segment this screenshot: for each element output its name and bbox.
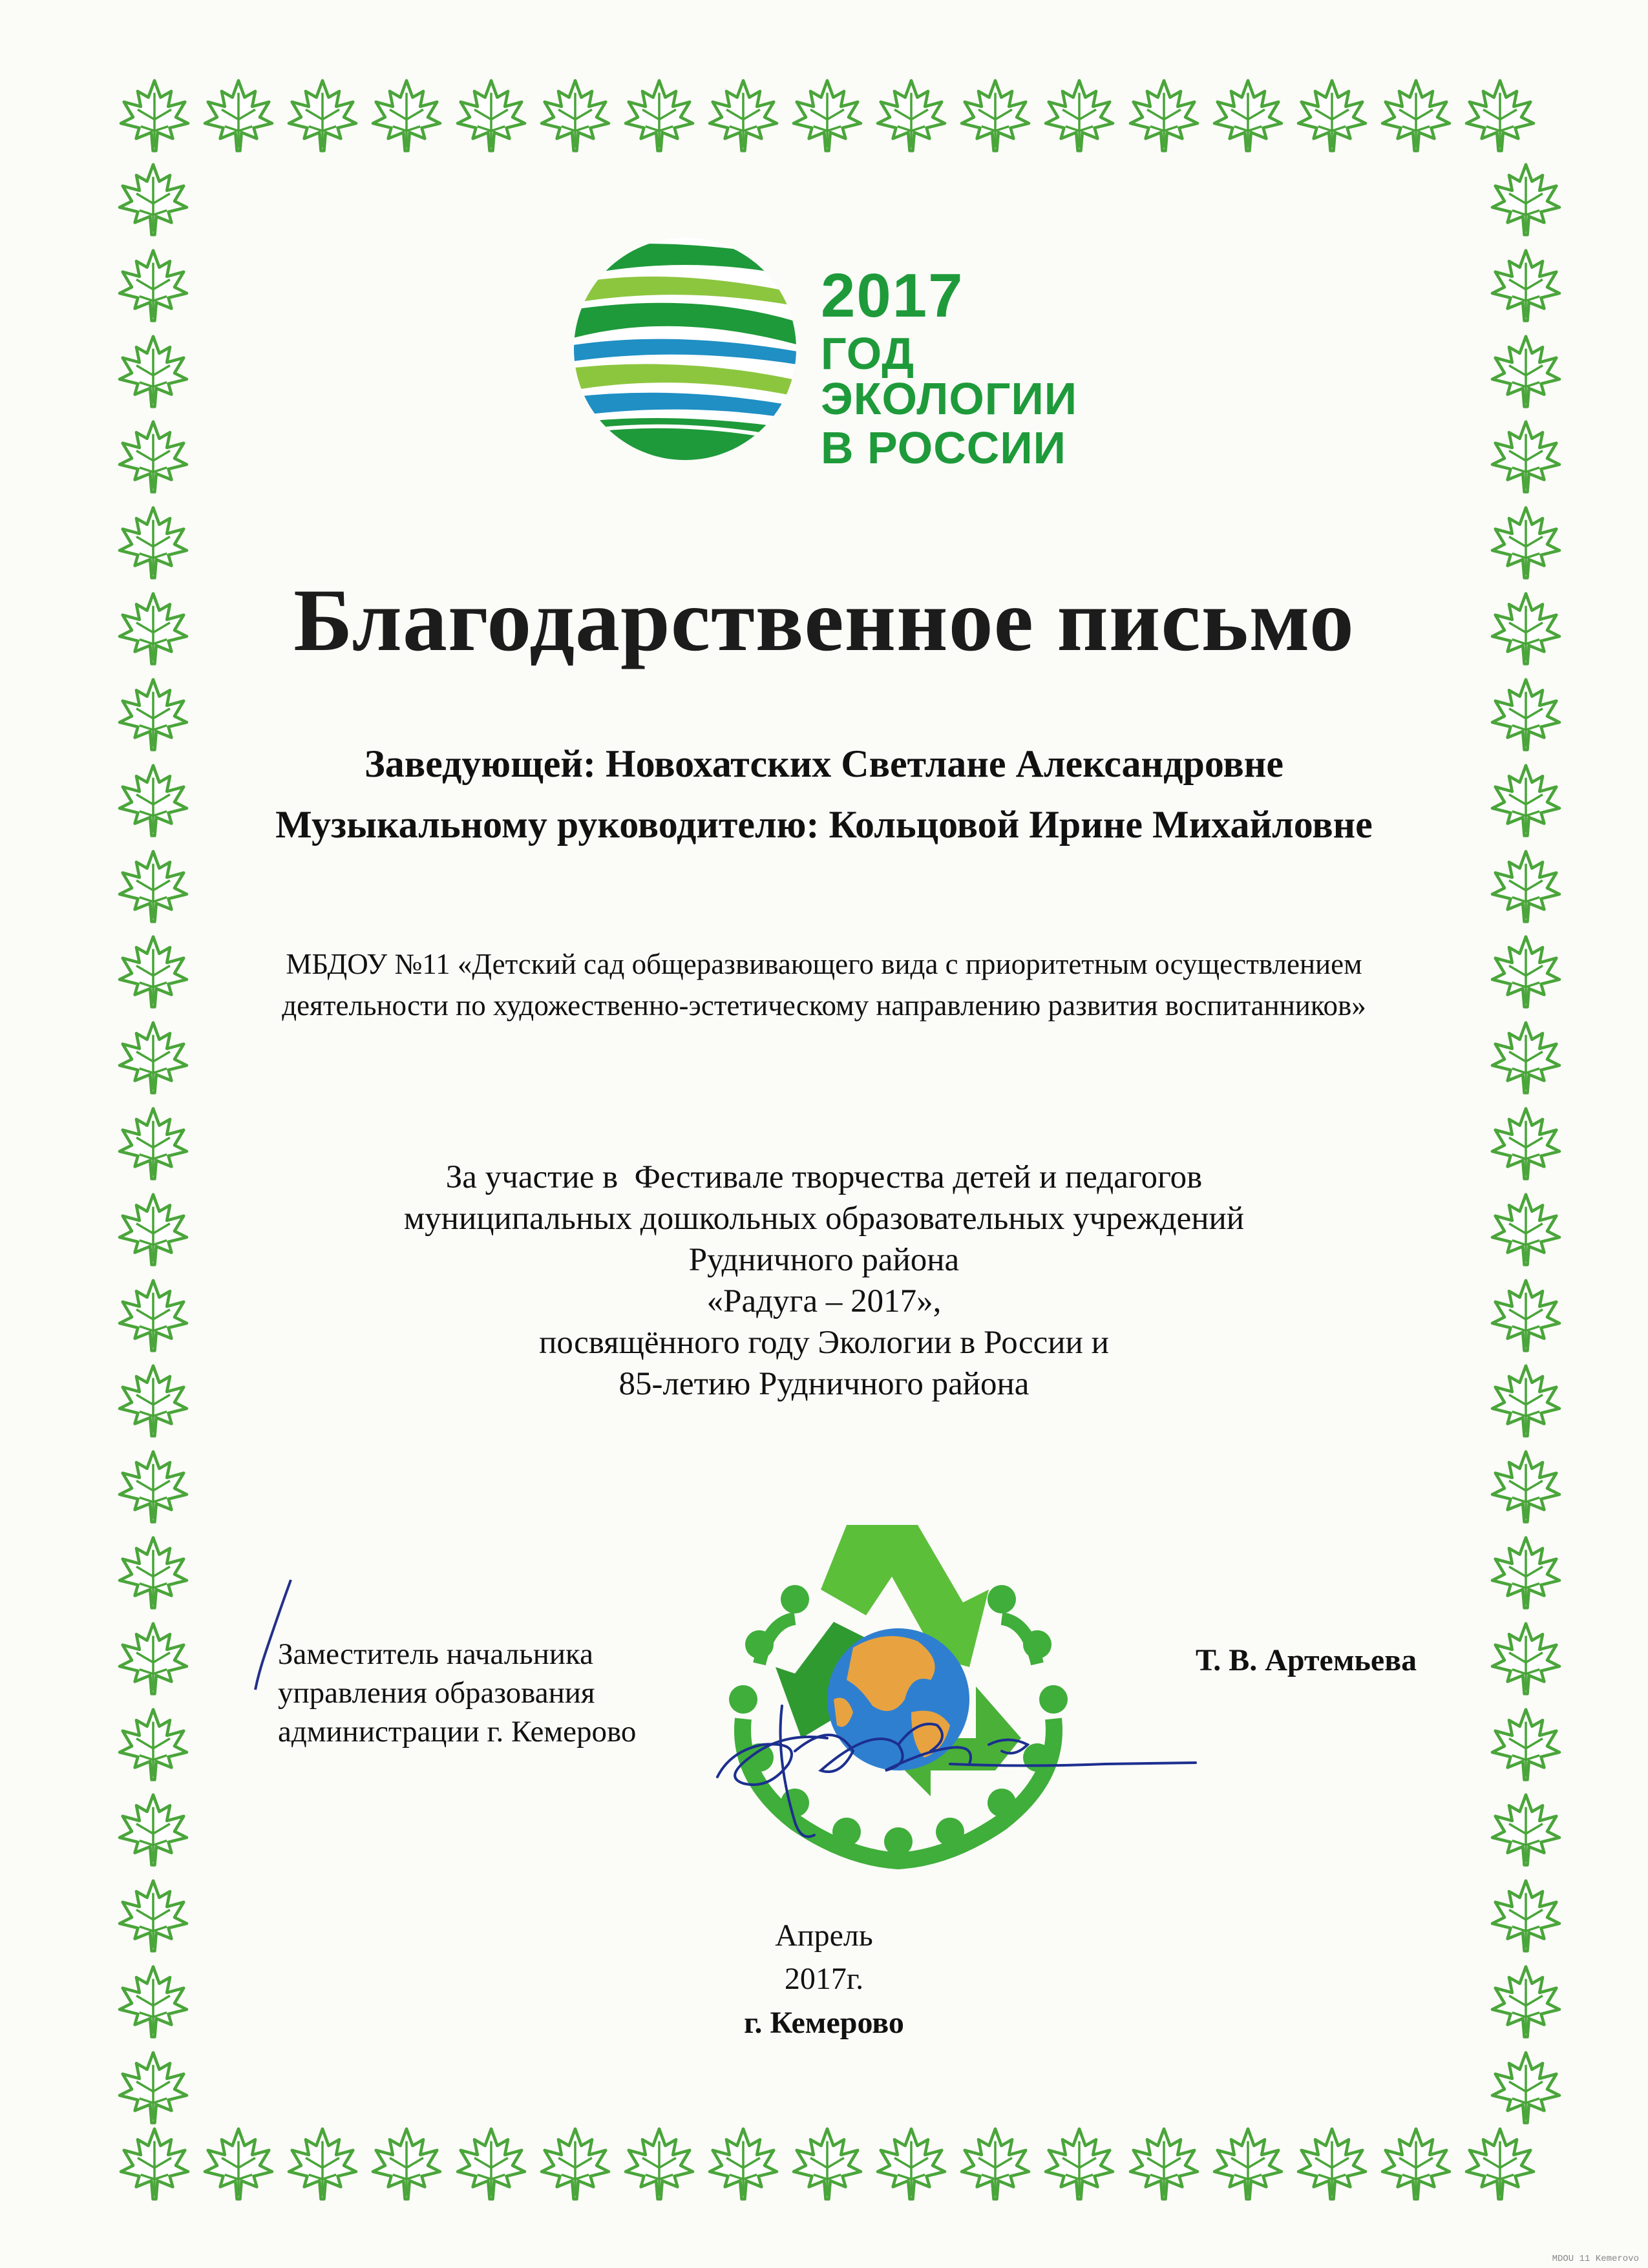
maple-leaf-icon bbox=[537, 78, 613, 162]
logo-line-2: В РОССИИ bbox=[821, 423, 1066, 473]
maple-leaf-icon bbox=[1488, 1106, 1572, 1182]
maple-leaf-icon bbox=[1462, 2126, 1538, 2210]
leaf-border-right bbox=[1488, 162, 1572, 2126]
maple-leaf-icon bbox=[1488, 1449, 1572, 1525]
maple-leaf-icon bbox=[1210, 2126, 1286, 2210]
maple-leaf-icon bbox=[957, 78, 1033, 162]
maple-leaf-icon bbox=[115, 1535, 199, 1611]
maple-leaf-icon bbox=[1488, 1277, 1572, 1354]
maple-leaf-icon bbox=[116, 78, 193, 162]
maple-leaf-icon bbox=[789, 2126, 865, 2210]
maple-leaf-icon bbox=[1488, 1535, 1572, 1611]
maple-leaf-icon bbox=[115, 1192, 199, 1268]
eco-globe-icon bbox=[569, 233, 801, 465]
position-line: Заместитель начальника bbox=[278, 1637, 593, 1671]
maple-leaf-icon bbox=[1488, 934, 1572, 1010]
maple-leaf-icon bbox=[1041, 2126, 1117, 2210]
maple-leaf-icon bbox=[957, 2126, 1033, 2210]
maple-leaf-icon bbox=[115, 162, 199, 238]
reason-line: муниципальных дошкольных образовательных учреждений bbox=[403, 1201, 1245, 1237]
maple-leaf-icon bbox=[1488, 1363, 1572, 1439]
maple-leaf-icon bbox=[115, 1277, 199, 1354]
maple-leaf-icon bbox=[1488, 591, 1572, 667]
maple-leaf-icon bbox=[115, 677, 199, 753]
award-reason-block bbox=[213, 1157, 1435, 1405]
maple-leaf-icon bbox=[537, 2126, 613, 2210]
institution-line: МБДОУ №11 «Детский сад общеразвивающего вида с приоритетным осуществлением bbox=[286, 948, 1362, 980]
maple-leaf-icon bbox=[621, 2126, 697, 2210]
maple-leaf-icon bbox=[1126, 78, 1202, 162]
maple-leaf-icon bbox=[115, 419, 199, 495]
recipient-line: Заведующей: Новохатских Светлане Александровне bbox=[364, 742, 1284, 785]
reason-line: 85-летию Рудничного района bbox=[618, 1366, 1030, 1402]
document-title: Благодарственное письмо bbox=[293, 571, 1355, 669]
maple-leaf-icon bbox=[1210, 78, 1286, 162]
maple-leaf-icon bbox=[1488, 1192, 1572, 1268]
leaf-border-bottom bbox=[116, 2126, 1538, 2210]
maple-leaf-icon bbox=[453, 2126, 529, 2210]
reason-line: Рудничного района bbox=[688, 1242, 960, 1278]
maple-leaf-icon bbox=[284, 2126, 361, 2210]
maple-leaf-icon bbox=[115, 934, 199, 1010]
maple-leaf-icon bbox=[705, 2126, 781, 2210]
maple-leaf-icon bbox=[1488, 1706, 1572, 1783]
maple-leaf-icon bbox=[115, 848, 199, 925]
date-year: 2017г. bbox=[784, 1962, 864, 1996]
recipient-line: Музыкальному руководителю: Кольцовой Ирине Михайловне bbox=[275, 803, 1373, 846]
position-line: управления образования bbox=[278, 1676, 595, 1710]
logo-line-1: ГОД ЭКОЛОГИИ bbox=[821, 328, 1078, 424]
reason-line: посвящённого году Экологии в России и bbox=[539, 1325, 1109, 1361]
maple-leaf-icon bbox=[115, 762, 199, 839]
maple-leaf-icon bbox=[1488, 2050, 1572, 2126]
maple-leaf-icon bbox=[1041, 78, 1117, 162]
scan-watermark: MDOU 11 Kemerovo bbox=[1552, 2254, 1639, 2264]
maple-leaf-icon bbox=[115, 333, 199, 410]
position-line: администрации г. Кемерово bbox=[278, 1715, 637, 1748]
maple-leaf-icon bbox=[115, 1106, 199, 1182]
maple-leaf-icon bbox=[115, 1792, 199, 1868]
maple-leaf-icon bbox=[1126, 2126, 1202, 2210]
date-month: Апрель bbox=[775, 1918, 873, 1953]
logo-wordmark bbox=[821, 261, 1137, 473]
signatory-name: Т. В. Артемьева bbox=[1196, 1643, 1417, 1677]
maple-leaf-icon bbox=[1488, 1792, 1572, 1868]
maple-leaf-icon bbox=[115, 1449, 199, 1525]
institution-line: деятельности по художественно-эстетическому направлению развития воспитанников» bbox=[282, 989, 1366, 1022]
maple-leaf-icon bbox=[873, 78, 949, 162]
maple-leaf-icon bbox=[1488, 1020, 1572, 1096]
maple-leaf-icon bbox=[453, 78, 529, 162]
maple-leaf-icon bbox=[1488, 247, 1572, 324]
maple-leaf-icon bbox=[1488, 677, 1572, 753]
maple-leaf-icon bbox=[621, 78, 697, 162]
leaf-border-top bbox=[116, 78, 1538, 162]
maple-leaf-icon bbox=[1294, 2126, 1370, 2210]
reason-line: За участие в Фестивале творчества детей и педагогов bbox=[445, 1159, 1203, 1195]
maple-leaf-icon bbox=[1488, 162, 1572, 238]
maple-leaf-icon bbox=[1488, 1621, 1572, 1697]
maple-leaf-icon bbox=[115, 1706, 199, 1783]
maple-leaf-icon bbox=[789, 78, 865, 162]
maple-leaf-icon bbox=[115, 1363, 199, 1439]
maple-leaf-icon bbox=[705, 78, 781, 162]
maple-leaf-icon bbox=[1378, 78, 1454, 162]
maple-leaf-icon bbox=[1488, 505, 1572, 581]
pen-mark bbox=[246, 1577, 304, 1693]
maple-leaf-icon bbox=[1294, 78, 1370, 162]
leaf-border-left bbox=[115, 162, 199, 2126]
maple-leaf-icon bbox=[115, 247, 199, 324]
maple-leaf-icon bbox=[1488, 333, 1572, 410]
maple-leaf-icon bbox=[115, 591, 199, 667]
handwritten-signature bbox=[704, 1680, 1209, 1861]
maple-leaf-icon bbox=[1488, 762, 1572, 839]
maple-leaf-icon bbox=[116, 2126, 193, 2210]
maple-leaf-icon bbox=[368, 2126, 445, 2210]
maple-leaf-icon bbox=[368, 78, 445, 162]
maple-leaf-icon bbox=[200, 2126, 277, 2210]
maple-leaf-icon bbox=[115, 505, 199, 581]
city: г. Кемерово bbox=[744, 2006, 904, 2040]
signatory-position bbox=[278, 1635, 636, 1751]
maple-leaf-icon bbox=[1488, 848, 1572, 925]
maple-leaf-icon bbox=[873, 2126, 949, 2210]
maple-leaf-icon bbox=[115, 1621, 199, 1697]
maple-leaf-icon bbox=[284, 78, 361, 162]
maple-leaf-icon bbox=[1488, 419, 1572, 495]
maple-leaf-icon bbox=[1378, 2126, 1454, 2210]
institution-block bbox=[213, 943, 1435, 1026]
maple-leaf-icon bbox=[115, 2050, 199, 2126]
reason-line: «Радуга – 2017», bbox=[706, 1283, 942, 1319]
logo-year: 2017 bbox=[821, 261, 964, 330]
maple-leaf-icon bbox=[115, 1020, 199, 1096]
year-of-ecology-logo bbox=[569, 233, 1137, 473]
maple-leaf-icon bbox=[1462, 78, 1538, 162]
maple-leaf-icon bbox=[200, 78, 277, 162]
